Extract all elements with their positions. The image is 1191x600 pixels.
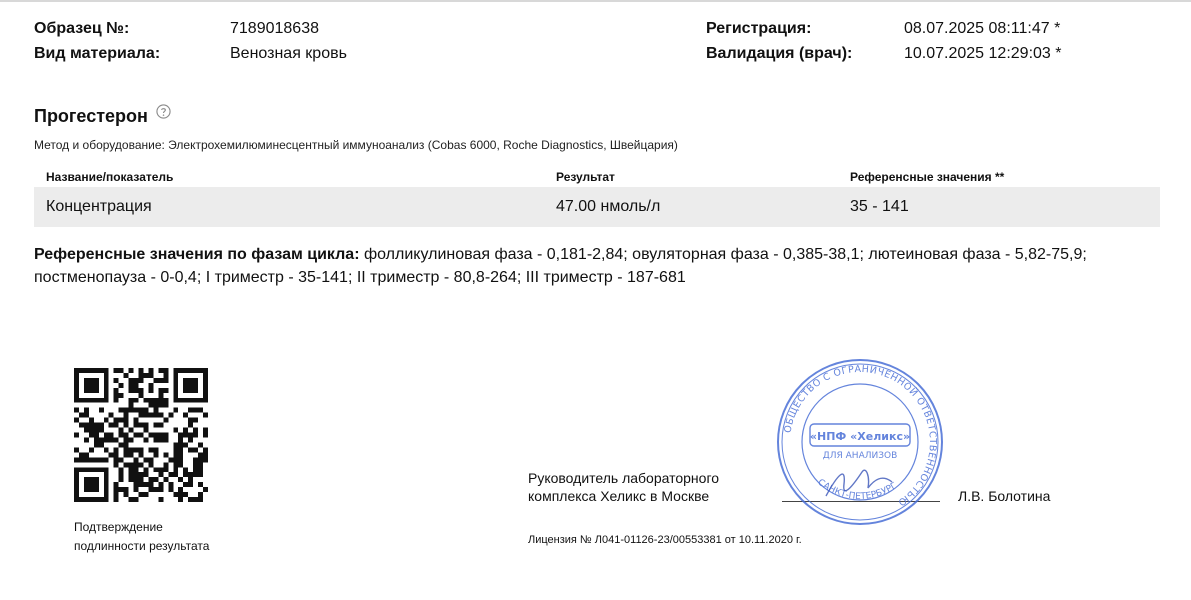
help-circle-icon[interactable] [156,104,171,119]
stamp-bottom-text: САНКТ-ПЕТЕРБУРГ [815,477,899,503]
column-header-name: Название/показатель [46,170,174,184]
head-title-line2: комплекса Хеликс в Москве [528,488,710,504]
qr-caption [74,518,274,556]
signer-name: Л.В. Болотина [958,488,1051,504]
reference-ranges [34,243,1154,289]
test-title: Прогестерон [34,106,148,126]
svg-text:САНКТ-ПЕТЕРБУРГ [816,478,899,503]
qr-caption-line1: Подтверждение [74,520,163,534]
cell-reference: 35 - 141 [850,198,909,215]
cell-result: 47.00 нмоль/л [556,198,661,215]
stamp-outer-text: ОБЩЕСТВО С ОГРАНИЧЕННОЙ ОТВЕТСТВЕННОСТЬЮ [782,363,939,508]
material-label: Вид материала: [34,45,161,62]
column-header-result: Результат [556,170,615,184]
registration-label: Регистрация: [706,20,812,37]
column-header-reference: Референсные значения ** [850,170,1005,184]
sample-label: Образец №: [34,20,130,37]
stamp-seal [774,356,946,528]
sample-value: 7189018638 [230,20,319,37]
registration-value: 08.07.2025 08:11:47 * [904,20,1061,37]
license-text: Лицензия № Л041-01126-23/00553381 от 10.11.2020 г. [528,534,802,546]
cell-indicator: Концентрация [46,198,152,215]
qr-caption-line2: подлинности результата [74,539,210,553]
reference-ranges-text: фолликулиновая фаза - 0,181-2,84; овуляторная фаза - 0,385-38,1; лютеиновая фаза - 5,82-75,9; постменопауза - 0-0,4; I триместр - 35-141; II триместр - 80,8-264; III триместр - 187-681 [34,246,1087,286]
head-title-line1: Руководитель лабораторного [528,470,720,486]
method-text: Метод и оборудование: Электрохемилюминесцентный иммуноанализ (Cobas 6000, Roche Diagnostics, Швейцария) [34,138,678,152]
stamp-sub-text: ДЛЯ АНАЛИЗОВ [822,451,898,461]
stamp-center-text: «НПФ «Хеликс» [809,430,911,443]
validation-label: Валидация (врач): [706,45,853,62]
top-divider [0,0,1191,2]
material-value: Венозная кровь [230,45,347,62]
reference-ranges-label: Референсные значения по фазам цикла: [34,246,360,263]
qr-code-icon[interactable] [72,368,210,502]
head-title [528,469,788,505]
validation-value: 10.07.2025 12:29:03 * [904,45,1062,62]
